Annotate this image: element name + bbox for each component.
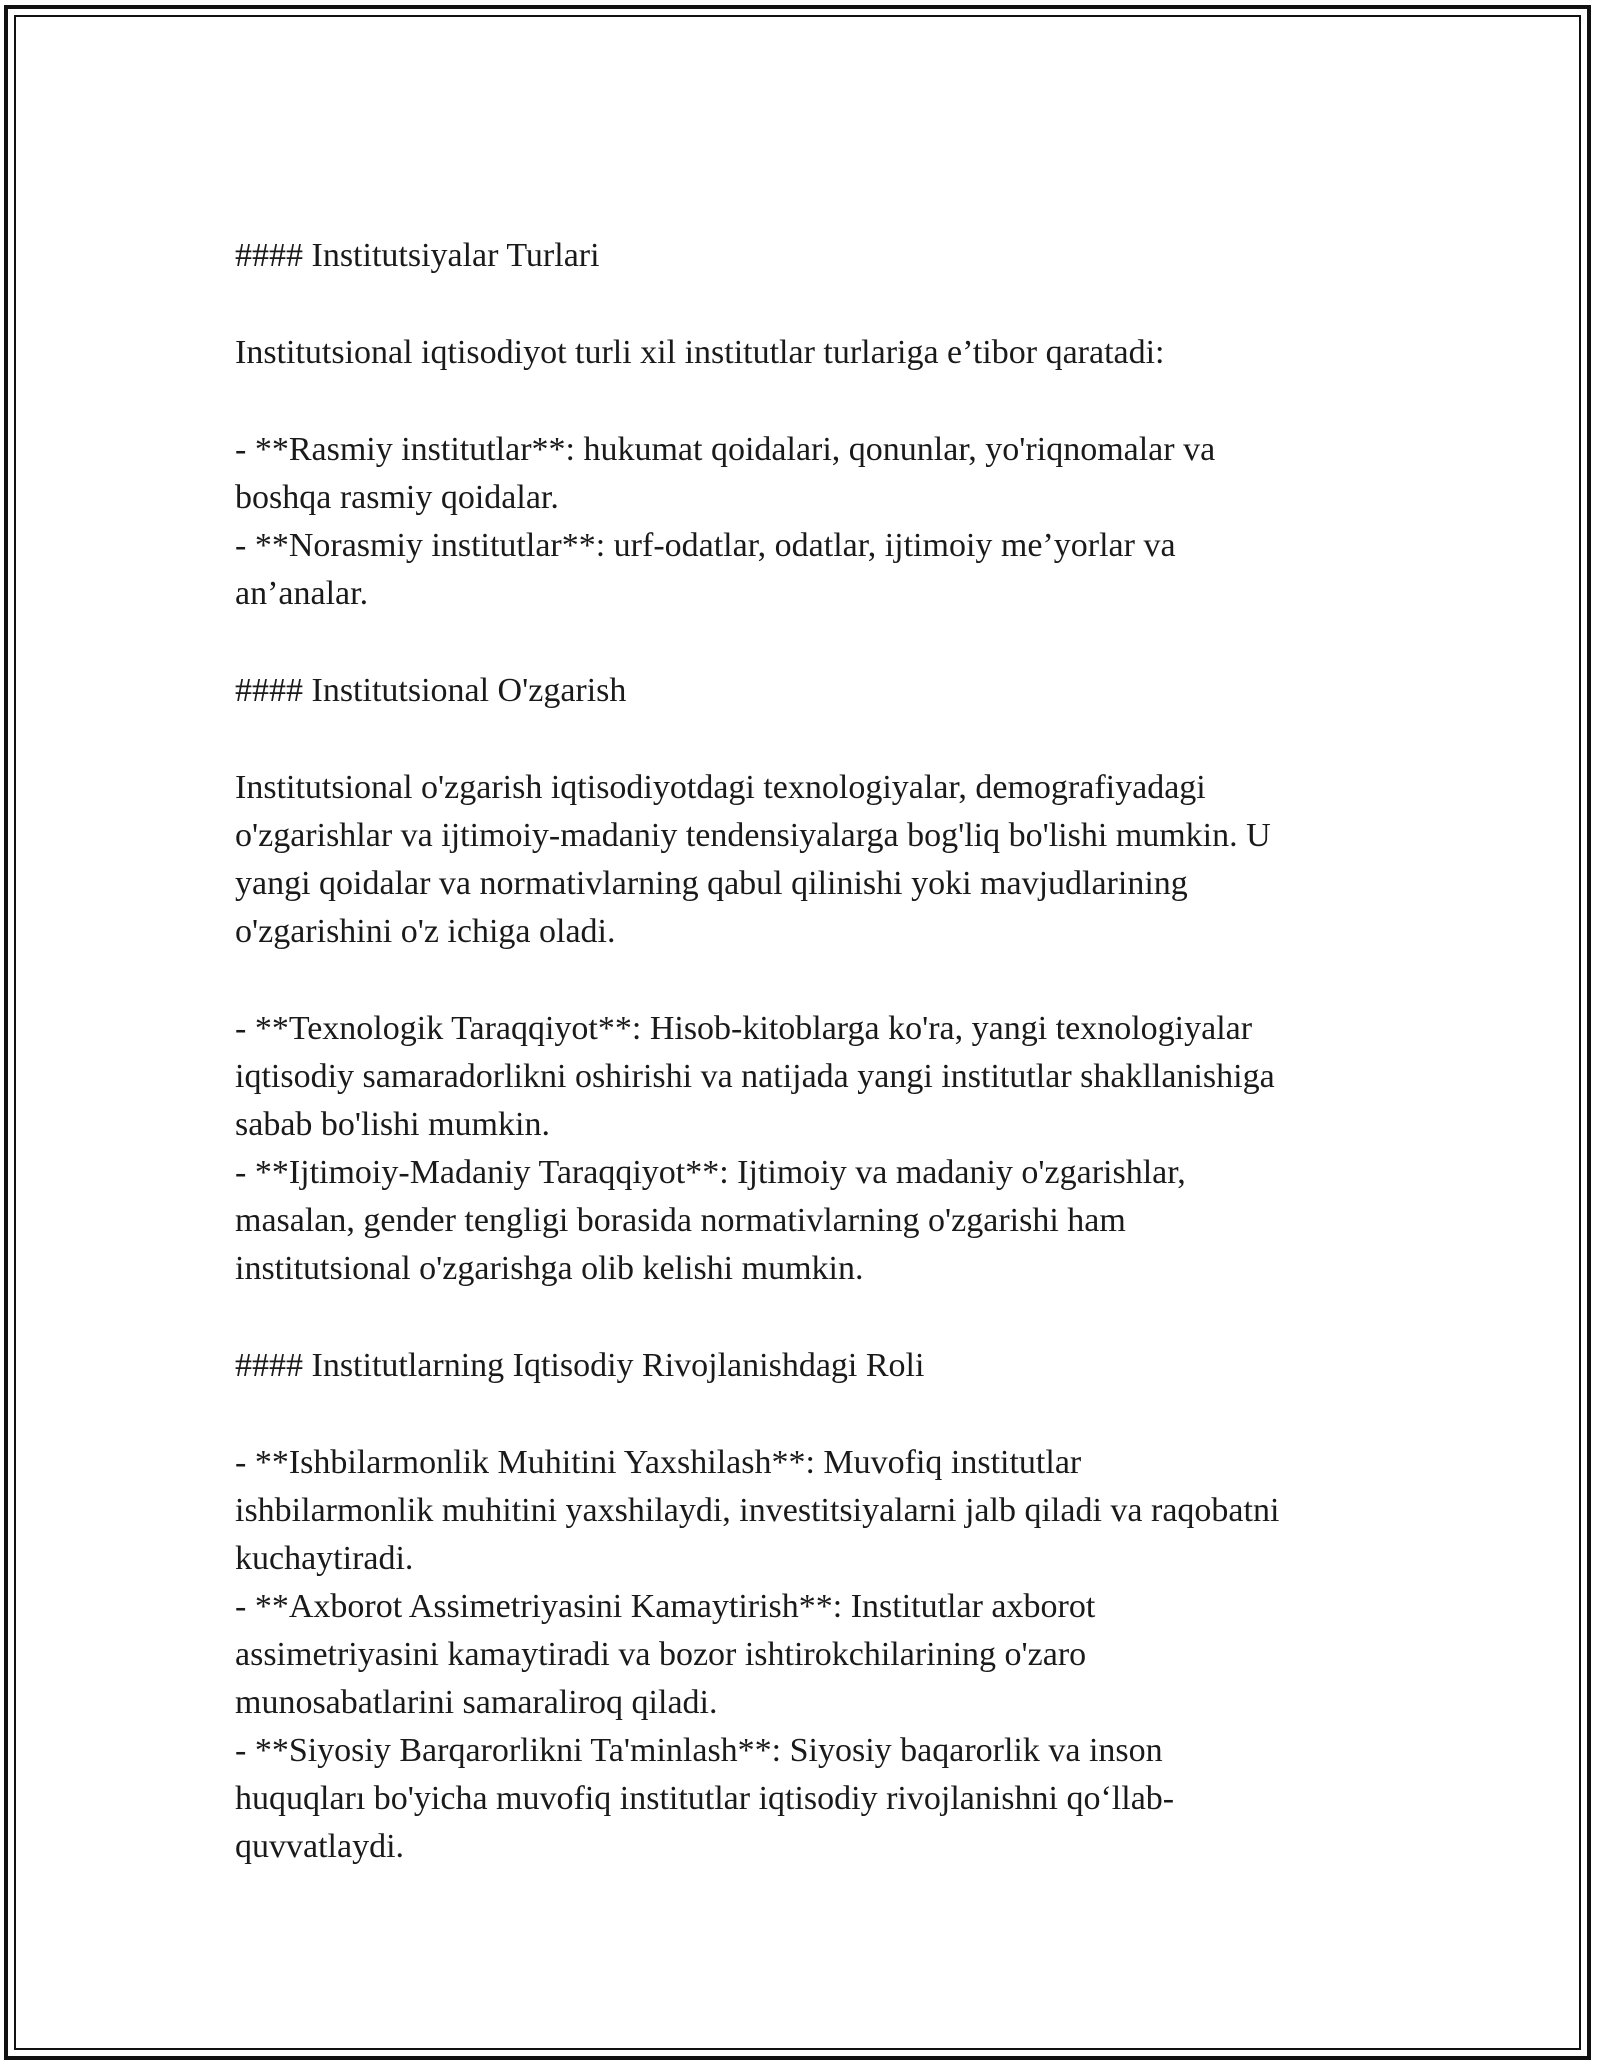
list-item: iqtisodiy samaradorlikni oshirishi va natijada yangi institutlar shakllanishiga: [235, 1058, 1275, 1095]
bullet-list: [235, 1005, 1375, 1293]
section-intro: Institutsional iqtisodiyot turli xil institutlar turlariga e’tibor qaratadi:: [235, 334, 1165, 371]
list-item: - **Texnologik Taraqqiyot**: Hisob-kitoblarga ko'ra, yangi texnologiyalar: [235, 1010, 1253, 1047]
list-item: - **Rasmiy institutlar**: hukumat qoidalari, qonunlar, yo'riqnomalar va: [235, 431, 1216, 468]
list-item: - **Ijtimoiy-Madaniy Taraqqiyot**: Ijtimoiy va madaniy o'zgarishlar,: [235, 1154, 1186, 1191]
list-item: quvvatlaydi.: [235, 1828, 405, 1865]
bullet-list: [235, 426, 1375, 618]
section-heading: #### Institutsional O'zgarish: [235, 672, 627, 709]
list-item: - **Ishbilarmonlik Muhitini Yaxshilash**: Muvofiq institutlar: [235, 1444, 1082, 1481]
list-item: boshqa rasmiy qoidalar.: [235, 479, 559, 516]
list-item: kuchaytiradi.: [235, 1540, 414, 1577]
list-item: ishbilarmonlik muhitini yaxshilaydi, investitsiyalarni jalb qiladi va raqobatni: [235, 1492, 1280, 1529]
section-intro: Institutsional o'zgarish iqtisodiyotdagi texnologiyalar, demografiyadagi o'zgarishlar va ijtimoiy-madaniy tendensiyalarga bog'liq bo'lishi mumkin. U yangi qoidalar va normativlarning qabul qilinishi yoki mavjudlarining o'zgarishini o'z ichiga oladi.: [235, 769, 1271, 950]
section-heading: #### Institutsiyalar Turlari: [235, 237, 600, 274]
bullet-list: [235, 1439, 1375, 1871]
list-item: assimetriyasini kamaytiradi va bozor ishtirokchilarining o'zaro: [235, 1636, 1087, 1673]
list-item: - **Axborot Assimetriyasini Kamaytirish**: Institutlar axborot: [235, 1588, 1096, 1625]
list-item: huquqları bo'yicha muvofiq institutlar iqtisodiy rivojlanishni qo‘llab-: [235, 1780, 1175, 1817]
list-item: - **Siyosiy Barqarorlikni Ta'minlash**: Siyosiy baqarorlik va inson: [235, 1732, 1163, 1769]
section-heading: #### Institutlarning Iqtisodiy Rivojlanishdagi Roli: [235, 1347, 925, 1384]
list-item: munosabatlarini samaraliroq qiladi.: [235, 1684, 718, 1721]
list-item: an’analar.: [235, 575, 369, 612]
list-item: institutsional o'zgarishga olib kelishi mumkin.: [235, 1250, 864, 1287]
list-item: sabab bo'lishi mumkin.: [235, 1106, 550, 1143]
list-item: masalan, gender tengligi borasida normativlarning o'zgarishi ham: [235, 1202, 1126, 1239]
document-body: [235, 232, 1375, 1871]
list-item: - **Norasmiy institutlar**: urf-odatlar, odatlar, ijtimoiy me’yorlar va: [235, 527, 1176, 564]
